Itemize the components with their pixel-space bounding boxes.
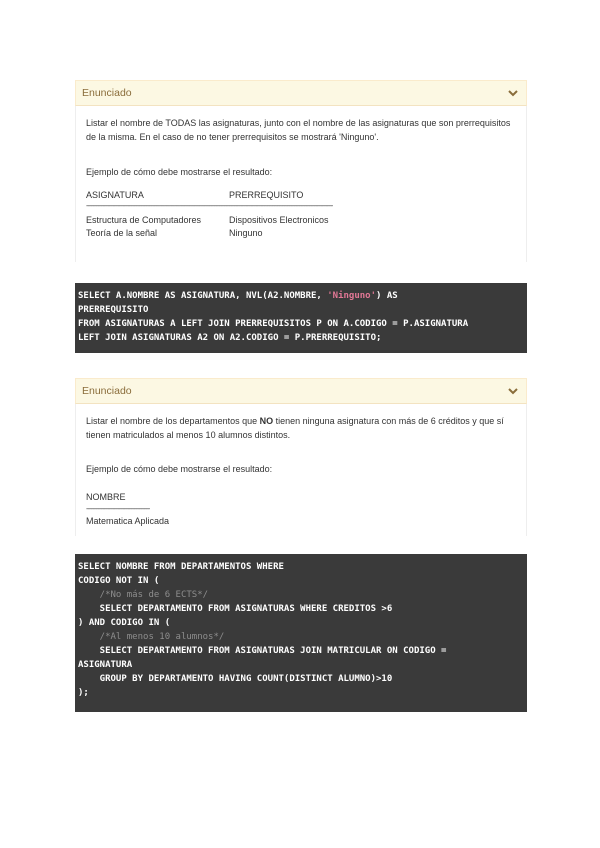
- table-row: Teoría de la señal Ninguno: [86, 228, 263, 238]
- code-line: );: [78, 688, 89, 698]
- code-comment: /*No más de 6 ECTS*/: [78, 590, 209, 600]
- panel-title: Enunciado: [82, 385, 132, 397]
- code-line: LEFT JOIN ASIGNATURAS A2 ON A2.CODIGO = P.PRERREQUISITO;: [78, 333, 382, 343]
- example-label: Ejemplo de cómo debe mostrarse el resultado:: [86, 464, 273, 474]
- code-line: SELECT DEPARTAMENTO FROM ASIGNATURAS JOIN MATRICULAR ON CODIGO =: [78, 646, 447, 656]
- statement-panel-2: [75, 378, 527, 536]
- example-label: Ejemplo de cómo debe mostrarse el resultado:: [86, 167, 273, 177]
- column-header: NOMBRE: [86, 492, 126, 502]
- code-line: PRERREQUISITO: [78, 305, 149, 315]
- separator: --------------------------------------: [86, 504, 150, 513]
- code-line: SELECT DEPARTAMENTO FROM ASIGNATURAS WHERE CREDITOS >6: [78, 604, 393, 614]
- sql-code-block-2: [75, 554, 527, 712]
- code-comment: /*Al menos 10 alumnos*/: [78, 632, 225, 642]
- table-row: Estructura de Computadores Dispositivos Electronicos: [86, 215, 329, 225]
- sql-code-block-1: [75, 283, 527, 353]
- statement-text: Listar el nombre de los departamentos que NO tienen ninguna asignatura con más de 6 créditos y que sí tienen matriculados al menos 10 alumnos distintos.: [86, 416, 504, 440]
- code-line: SELECT NOMBRE FROM DEPARTAMENTOS WHERE: [78, 562, 284, 572]
- code-line: CODIGO NOT IN (: [78, 576, 160, 586]
- column-header: ASIGNATURA: [86, 190, 144, 200]
- panel-title: Enunciado: [82, 87, 132, 99]
- column-header: PRERREQUISITO: [229, 190, 304, 200]
- chevron-down-icon[interactable]: [506, 384, 520, 398]
- statement-panel-1: [75, 80, 527, 262]
- code-line: GROUP BY DEPARTAMENTO HAVING COUNT(DISTINCT ALUMNO)>10: [78, 674, 393, 684]
- code-line: FROM ASIGNATURAS A LEFT JOIN PRERREQUISITOS P ON A.CODIGO = P.ASIGNATURA: [78, 319, 469, 329]
- code-line: ) AND CODIGO IN (: [78, 618, 171, 628]
- panel-body: [75, 404, 527, 536]
- table-row: Matematica Aplicada: [86, 516, 170, 526]
- separator: ----------------------------------------------------------------------------------------------------------------------------------------------------: [86, 201, 333, 210]
- string-literal: 'Ninguno': [327, 291, 377, 301]
- chevron-down-icon[interactable]: [506, 86, 520, 100]
- code-line: SELECT A.NOMBRE AS ASIGNATURA, NVL(A2.NOMBRE, 'Ninguno') AS: [78, 291, 398, 301]
- code-line: ASIGNATURA: [78, 660, 133, 670]
- example-table: [86, 188, 516, 239]
- statement-text: Listar el nombre de TODAS las asignaturas, junto con el nombre de las asignaturas que son prerrequisitos de la misma. En el caso de no tener prerrequisitos se mostrará 'Ninguno'.: [86, 118, 511, 142]
- panel-header[interactable]: [75, 80, 527, 106]
- panel-body: [75, 106, 527, 262]
- panel-header[interactable]: [75, 378, 527, 404]
